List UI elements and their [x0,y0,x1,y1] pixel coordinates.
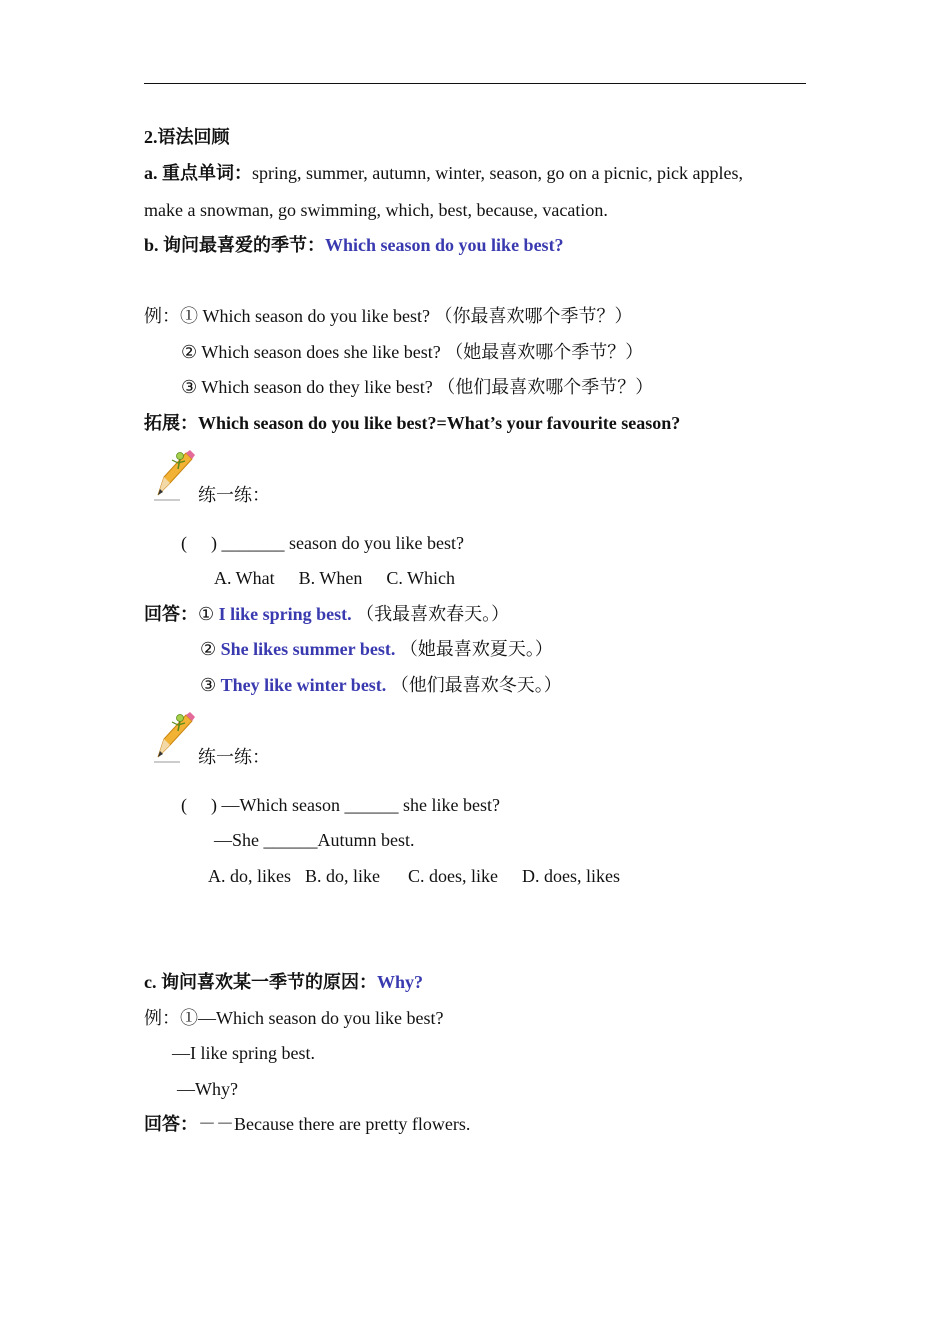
example-num: ① [180,306,198,326]
example-2 [181,340,643,364]
answer-paren-close: ) [211,533,217,553]
section-title: 2.语法回顾 [144,127,230,147]
example-num: ③ [181,377,198,397]
example-prefix: 例： [144,1008,180,1028]
reason-answer [144,1112,470,1136]
example-zh: （她最喜欢哪个季节？） [445,342,644,362]
option-c[interactable]: C. Which [386,568,455,588]
practice2-line1 [181,793,500,817]
option-b[interactable]: B. do, like [305,866,380,886]
extension-label: 拓展： [144,413,198,433]
answer-paren-open: ( [181,533,187,553]
answers-label: 回答： [144,604,198,624]
example-3 [181,375,653,399]
question-text: _______ season do you like best? [221,533,464,553]
example-num: ② [181,342,198,362]
reason-example-2: —I like spring best. [172,1043,315,1063]
example-en: Which season does she like best? [201,342,441,362]
practice-label-2: 练一练： [198,747,270,767]
answer-zh: （他们最喜欢冬天。） [390,675,562,695]
reason-example-1 [144,1006,443,1030]
answer-num: ② [200,639,217,659]
practice1-question [181,531,464,555]
answer-1 [144,602,509,626]
pencil-icon [150,709,196,765]
answer-en: She likes summer best. [220,639,396,659]
option-a[interactable]: A. What [214,568,275,588]
key-words-line2: make a snowman, go swimming, which, best, because, vacation. [144,200,608,220]
practice-label-1: 练一练： [198,485,270,505]
example-en: Which season do you like best? [202,306,430,326]
answer-zh: （她最喜欢夏天。） [399,639,553,659]
answer-en: I like spring best. [218,604,352,624]
reason-answer-label: 回答： [144,1114,198,1134]
answer-3 [200,673,562,697]
answer-paren-open: ( [181,795,187,815]
option-d[interactable]: D. does, likes [522,866,620,886]
extension [144,411,680,435]
answer-paren-close: ) [211,795,217,815]
reason-answer-text: －－Because there are pretty flowers. [198,1114,471,1134]
ask-reason-question: Why? [377,972,424,992]
answer-num: ③ [200,675,217,695]
example-1 [144,304,632,328]
option-a[interactable]: A. do, likes [208,866,291,886]
answer-num: ① [198,604,215,624]
answer-en: They like winter best. [220,675,387,695]
question-text: —Which season ______ she like best? [221,795,500,815]
reason-example-3: —Why? [177,1079,238,1099]
example-prefix: 例： [144,306,180,326]
ask-favourite-heading [144,233,564,257]
ask-favourite-label: b. 询问最喜爱的季节： [144,235,326,255]
ask-reason-label: c. 询问喜欢某一季节的原因： [144,972,377,992]
practice2-options [208,864,620,888]
option-c[interactable]: C. does, like [408,866,498,886]
extension-text: Which season do you like best?=What’s your favourite season? [198,413,681,433]
key-words-label: a. 重点单词： [144,163,252,183]
example-zh: （他们最喜欢哪个季节？） [437,377,654,397]
practice1-options [214,566,455,590]
practice2-line2: —She ______Autumn best. [214,830,415,850]
ask-favourite-question: Which season do you like best? [325,235,564,255]
answer-2 [200,637,553,661]
key-words-line1 [144,161,806,185]
example-en: Which season do they like best? [201,377,433,397]
option-b[interactable]: B. When [298,568,363,588]
pencil-icon [150,447,196,503]
dialog-line: ①—Which season do you like best? [180,1008,444,1028]
ask-reason-heading [144,970,423,994]
header-rule [144,83,806,84]
example-zh: （你最喜欢哪个季节？） [434,306,633,326]
answer-zh: （我最喜欢春天。） [356,604,510,624]
key-words-text: spring, summer, autumn, winter, season, go on a picnic, pick apples, [252,163,743,183]
